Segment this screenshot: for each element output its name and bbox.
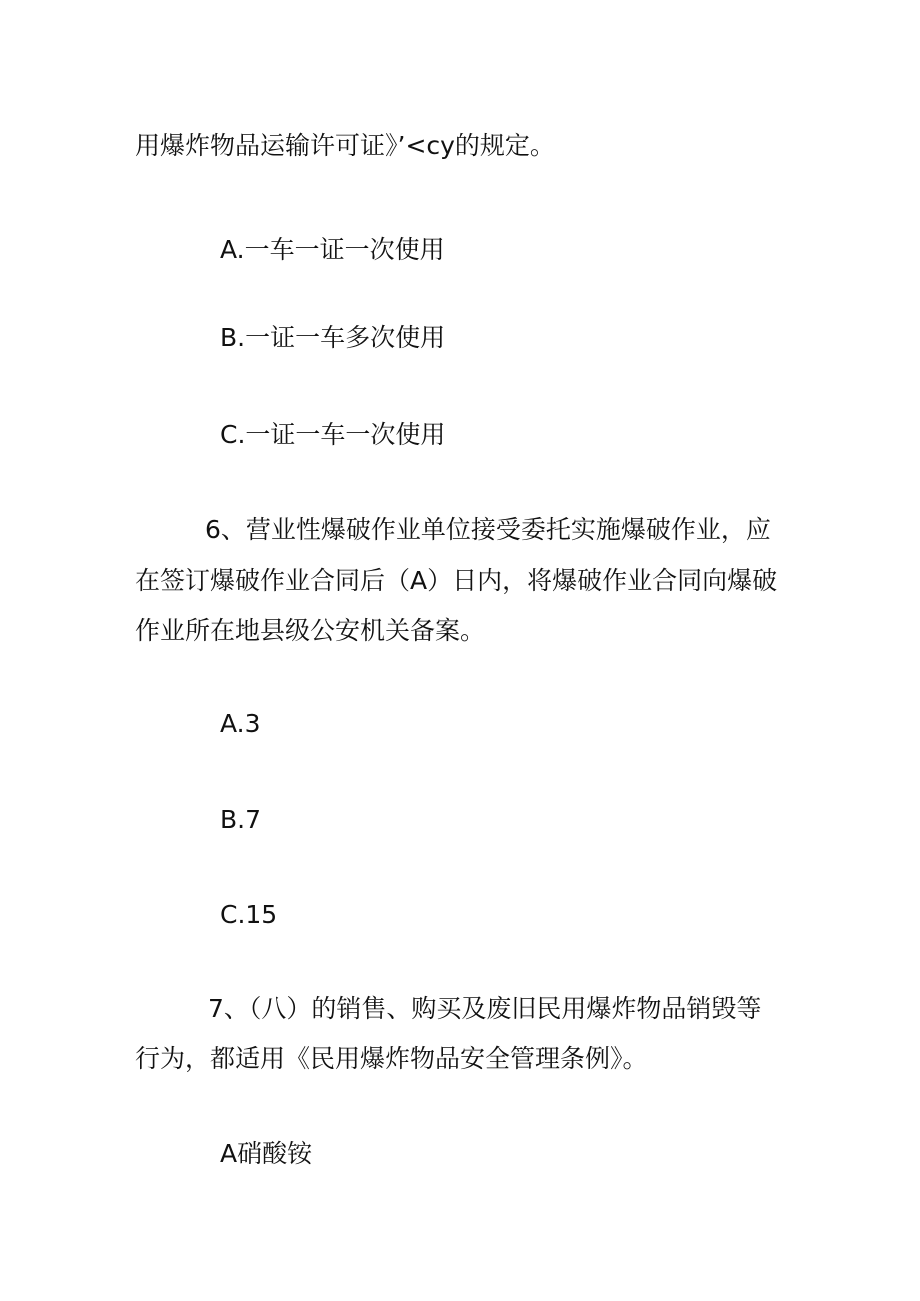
question-6-option-a: A.3	[220, 709, 261, 738]
question-6-option-c: C.15	[220, 900, 278, 929]
question-6-line-1: 6、营业性爆破作业单位接受委托实施爆破作业，应	[205, 515, 771, 544]
question-7-line-1: 7、（八）的销售、购买及废旧民用爆炸物品销毁等	[208, 994, 762, 1023]
question-5-option-c: C.一证一车一次使用	[220, 420, 446, 449]
question-5-option-a: A.一车一证一次使用	[220, 235, 445, 264]
question-7-line-2: 行为，都适用《民用爆炸物品安全管理条例》。	[135, 1044, 648, 1073]
question-5-option-b: B.一证一车多次使用	[220, 323, 446, 352]
question-6-option-b: B.7	[220, 805, 262, 834]
question-6-line-3: 作业所在地县级公安机关备案。	[135, 616, 486, 645]
question-6-line-2: 在签订爆破作业合同后（A）日内，将爆破作业合同向爆破	[135, 566, 778, 595]
question-5-continuation: 用爆炸物品运输许可证》’<cy的规定。	[135, 131, 555, 160]
question-7-option-a: A硝酸铵	[220, 1139, 313, 1168]
